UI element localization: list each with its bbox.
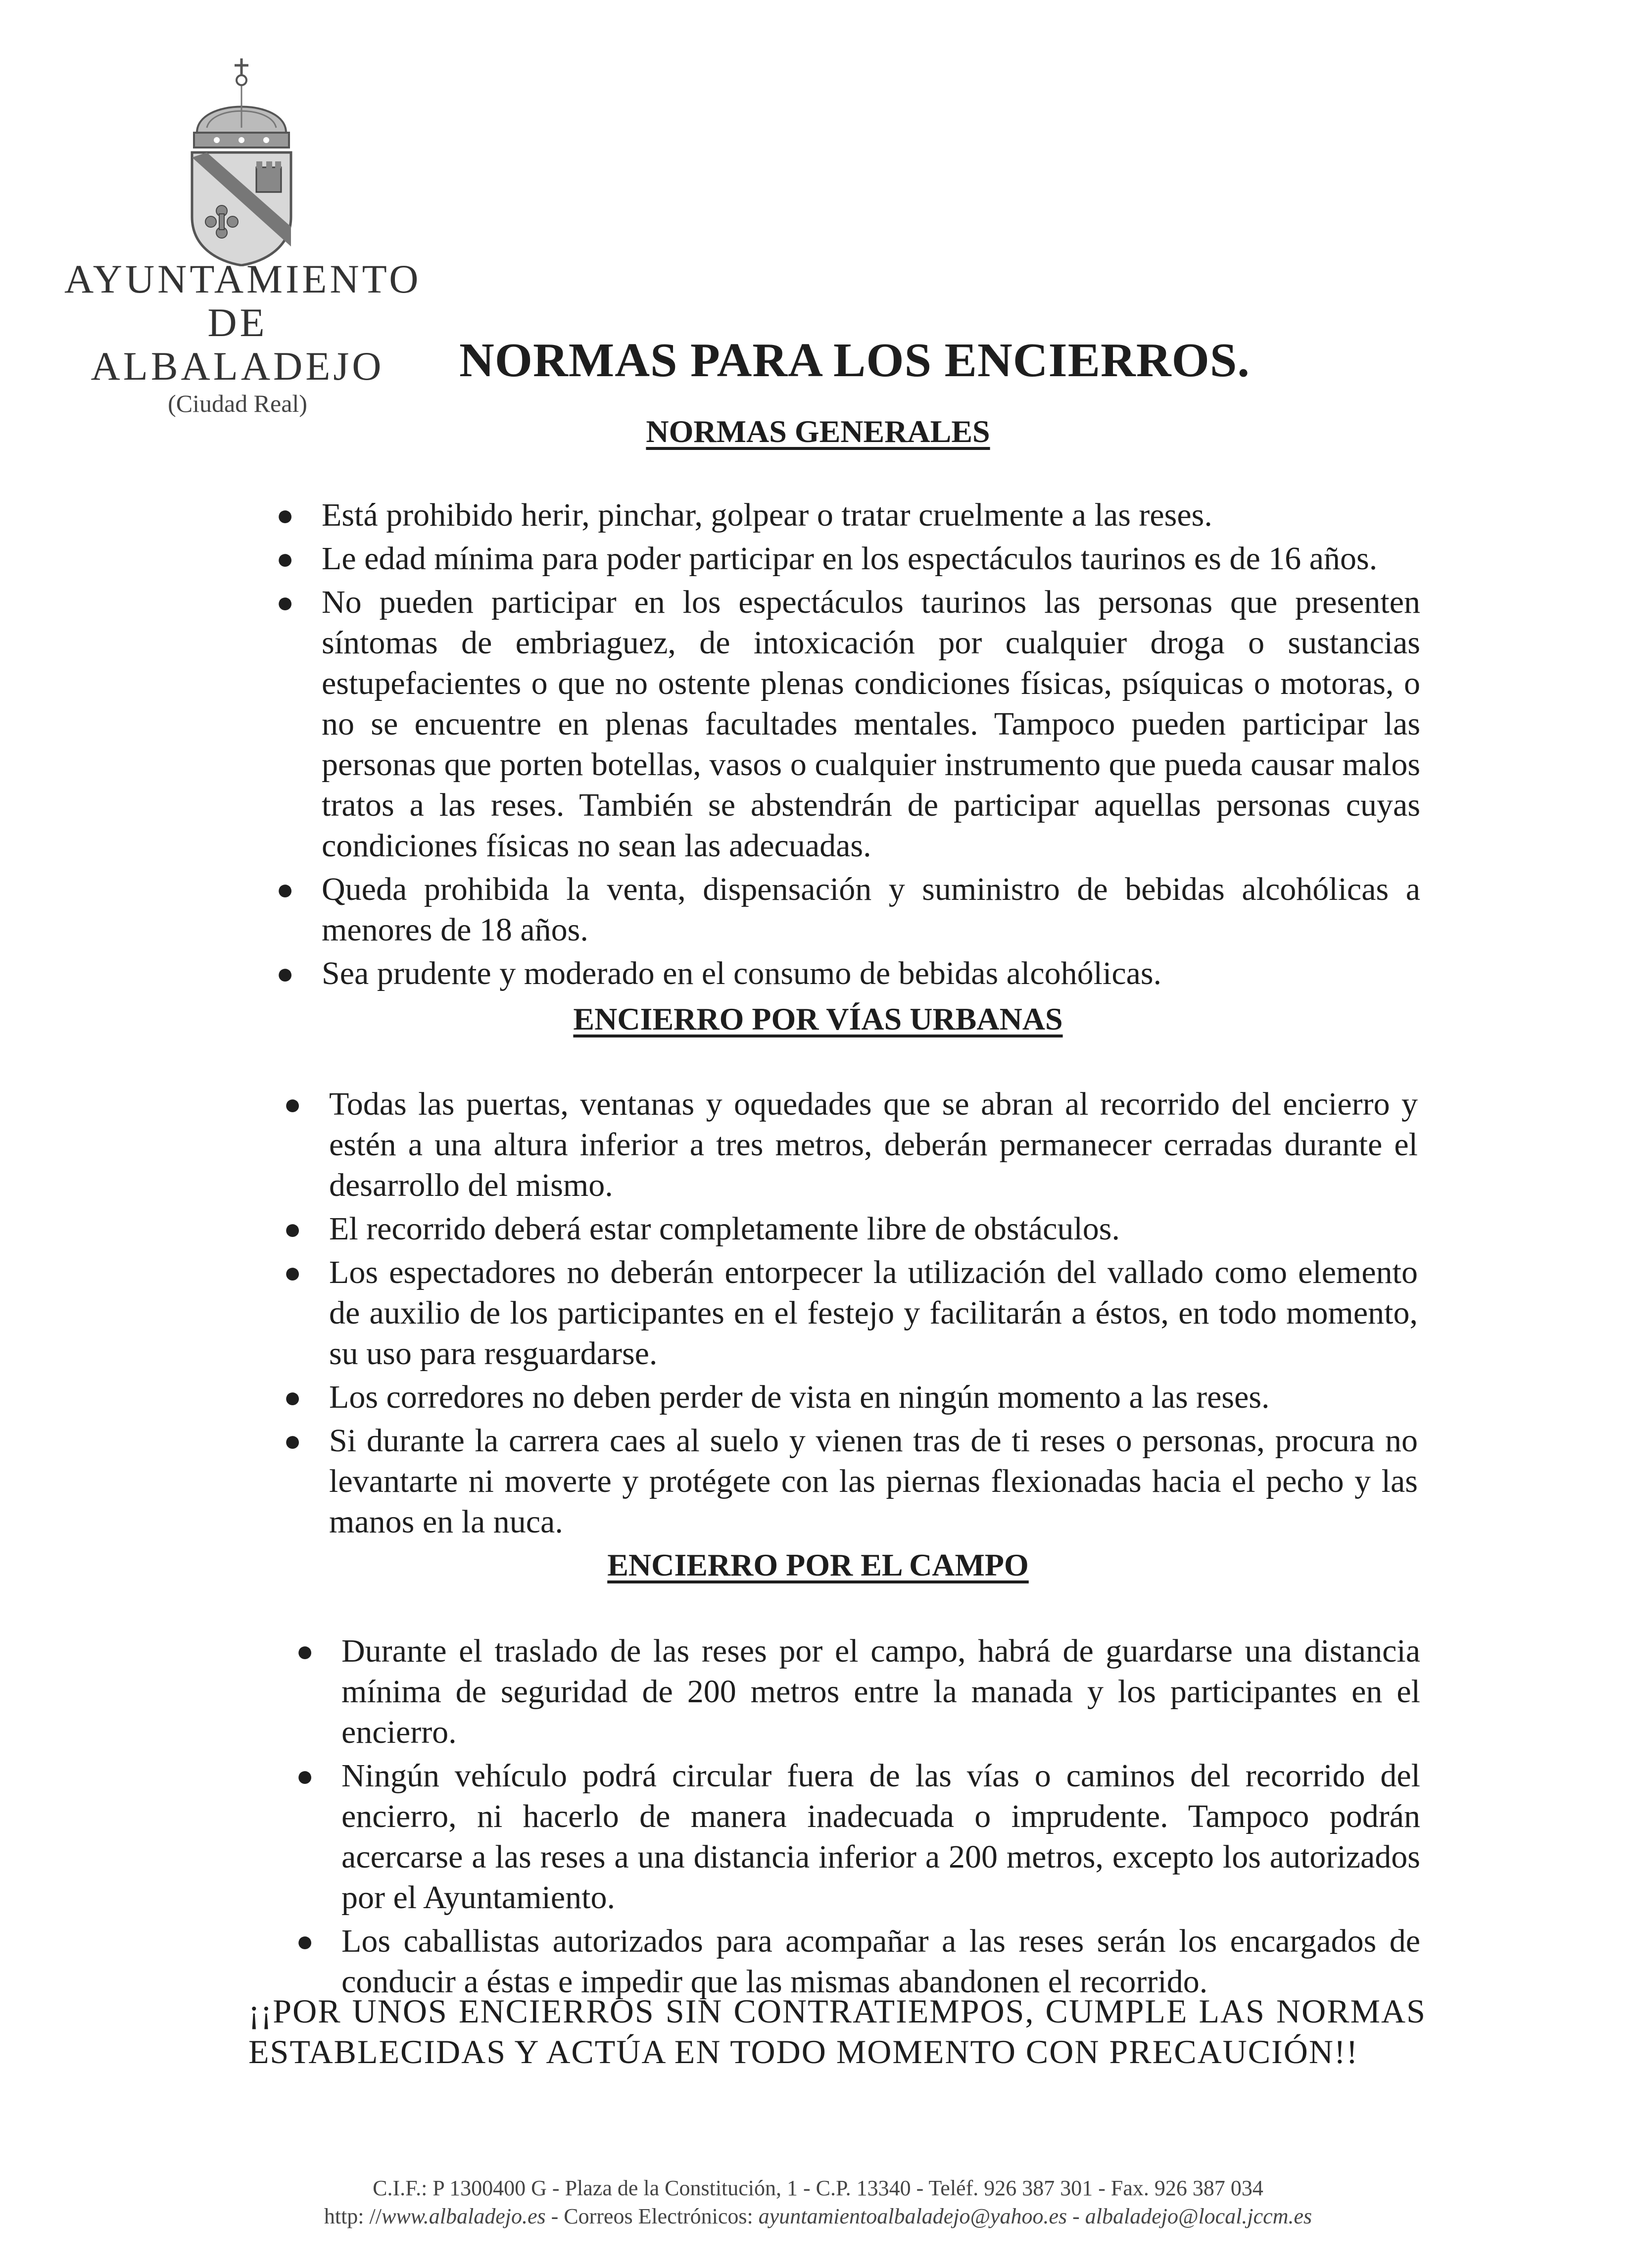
- bullet-icon: ●: [296, 1635, 314, 1668]
- footer-email-label: - Correos Electrónicos:: [545, 2204, 759, 2228]
- rules-list-field: [287, 1631, 1420, 2005]
- organization-name: [64, 256, 422, 419]
- list-item: ● Los caballistas autorizados para acompañar a las reses serán los encargados de conducir a éstas e impedir que las mismas abandonen el recorrido.: [287, 1921, 1420, 2002]
- org-line-2: DE: [207, 300, 268, 345]
- coat-of-arms-icon: [187, 58, 296, 266]
- bullet-icon: ●: [276, 542, 294, 575]
- list-item: ● Sea prudente y moderado en el consumo de bebidas alcohólicas.: [267, 953, 1420, 994]
- bullet-icon: ●: [276, 957, 294, 990]
- list-item: ● Todas las puertas, ventanas y oquedades que se abran al recorrido del encierro y estén a una altura inferior a tres metros, deberán permanecer cerradas durante el desarrollo del mismo.: [275, 1084, 1418, 1206]
- bullet-icon: ●: [296, 1760, 314, 1792]
- bullet-icon: ●: [276, 586, 294, 619]
- list-item: ● Ningún vehículo podrá circular fuera de las vías o caminos del recorrido del encierro, ni hacerlo de manera inadecuada o imprudente. Tampoco podrán acercarse a las reses a una distancia inferior a 200 metros, excepto los autorizados por el Ayuntamiento.: [287, 1756, 1420, 1918]
- bullet-icon: ●: [296, 1925, 314, 1958]
- footer-website-link[interactable]: www.albaladejo.es: [381, 2204, 546, 2228]
- closing-statement: ¡¡POR UNOS ENCIERROS SIN CONTRATIEMPOS, CUMPLE LAS NORMAS ESTABLECIDAS Y ACTÚA EN TODO MOMENTO CON PRECAUCIÓN!!: [248, 1992, 1426, 2071]
- list-item: ● No pueden participar en los espectáculos taurinos las personas que presenten síntomas de embriaguez, de intoxicación por cualquier droga o sustancias estupefacientes o que no ostente plenas condiciones físicas, psíquicas o motoras, o no se encuentre en plenas facultades mentales. Tampoco pueden participar las personas que porten botellas, vasos o cualquier instrumento que pueda causar malos tratos a las reses. También se abstendrán de participar aquellas personas cuyas condiciones físicas no sean las adecuadas.: [267, 582, 1420, 866]
- section-heading-field: ENCIERRO POR EL CAMPO: [607, 1547, 1029, 1582]
- org-line-3: ALBALADEJO: [91, 344, 385, 389]
- list-item: ● Está prohibido herir, pinchar, golpear o tratar cruelmente a las reses.: [267, 495, 1420, 536]
- footer-separator: -: [1067, 2204, 1085, 2228]
- bullet-icon: ●: [276, 873, 294, 906]
- bullet-icon: ●: [284, 1425, 302, 1457]
- bullet-icon: ●: [276, 499, 294, 532]
- footer-email-link-2[interactable]: albaladejo@local.jccm.es: [1085, 2204, 1312, 2228]
- rules-list-general: [267, 495, 1420, 997]
- org-location: (Ciudad Real): [168, 390, 307, 417]
- rules-list-urban: [275, 1084, 1418, 1545]
- footer-email-link-1[interactable]: ayuntamientoalbaladejo@yahoo.es: [758, 2204, 1067, 2228]
- section-heading-urban: ENCIERRO POR VÍAS URBANAS: [573, 1001, 1063, 1036]
- section-heading-general: NORMAS GENERALES: [646, 414, 990, 449]
- footer-url-prefix: http: //: [324, 2204, 382, 2228]
- bullet-icon: ●: [284, 1381, 302, 1414]
- list-item: ● Queda prohibida la venta, dispensación y suministro de bebidas alcohólicas a menores de 18 años.: [267, 869, 1420, 950]
- list-item: ● El recorrido deberá estar completamente libre de obstáculos.: [275, 1209, 1418, 1249]
- list-item: ● Los espectadores no deberán entorpecer la utilización del vallado como elemento de auxilio de los participantes en el festejo y facilitarán a éstos, en todo momento, su uso para resguardarse.: [275, 1252, 1418, 1374]
- page-title: NORMAS PARA LOS ENCIERROS.: [459, 334, 1250, 387]
- bullet-icon: ●: [284, 1088, 302, 1121]
- bullet-icon: ●: [284, 1213, 302, 1245]
- footer-web-line: [0, 2204, 1636, 2229]
- list-item: ● Los corredores no deben perder de vista en ningún momento a las reses.: [275, 1377, 1418, 1418]
- bullet-icon: ●: [284, 1256, 302, 1289]
- footer-contact-line: C.I.F.: P 1300400 G - Plaza de la Constitución, 1 - C.P. 13340 - Teléf. 926 387 301 - Fax. 926 387 034: [373, 2176, 1263, 2200]
- list-item: ● Si durante la carrera caes al suelo y vienen tras de ti reses o personas, procura no levantarte ni moverte y protégete con las piernas flexionadas hacia el pecho y las manos en la nuca.: [275, 1421, 1418, 1542]
- list-item: ● Le edad mínima para poder participar en los espectáculos taurinos es de 16 años.: [267, 539, 1420, 579]
- org-line-1: AYUNTAMIENTO: [64, 256, 422, 301]
- list-item: ● Durante el traslado de las reses por el campo, habrá de guardarse una distancia mínima de seguridad de 200 metros entre la manada y los participantes en el encierro.: [287, 1631, 1420, 1753]
